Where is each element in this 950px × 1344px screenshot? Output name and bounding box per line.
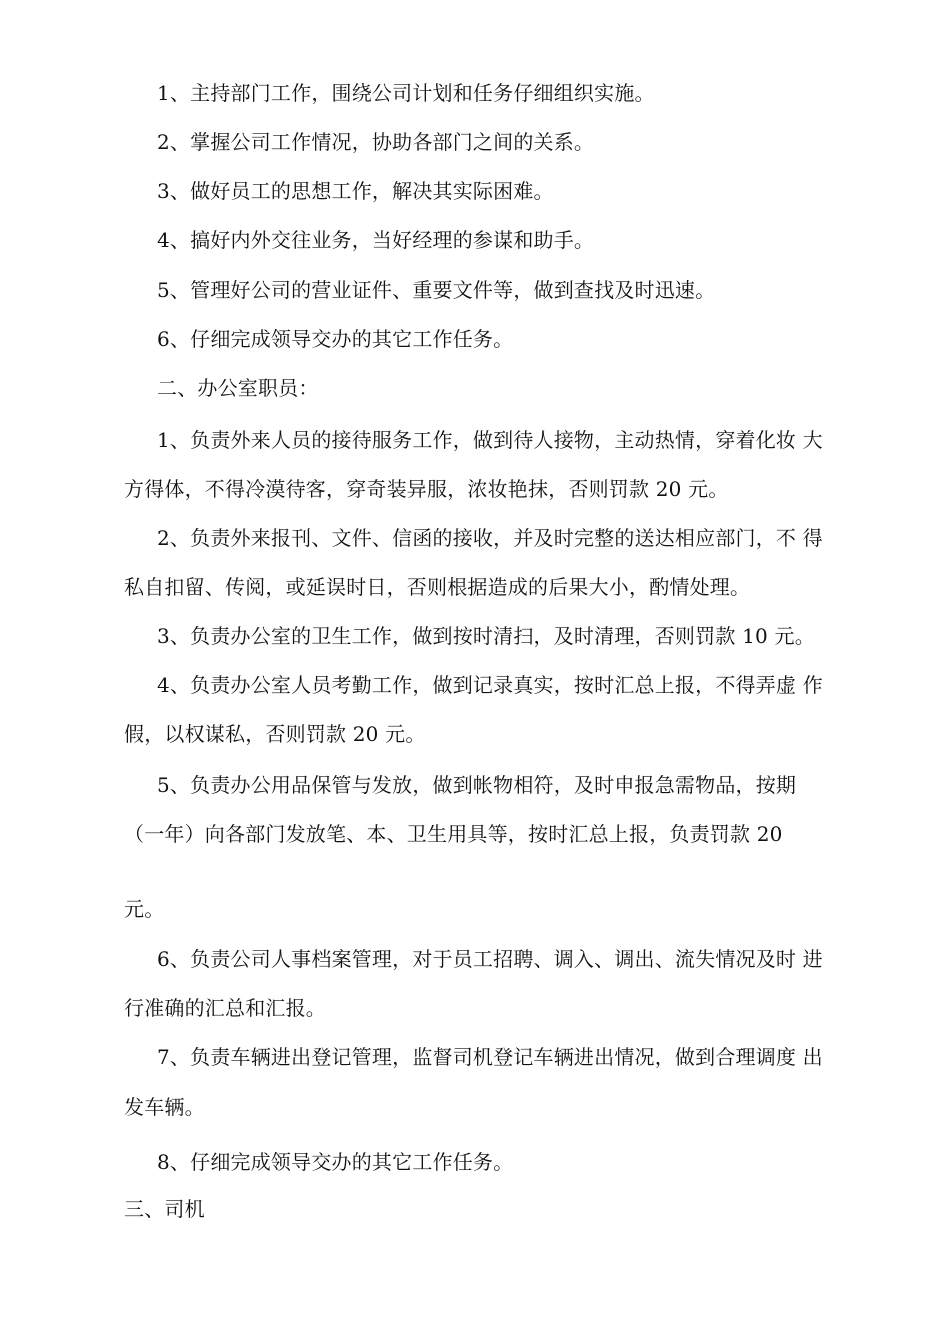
text-line: 6、负责公司人事档案管理，对于员工招聘、调入、调出、流失情况及时 进 [157, 947, 823, 971]
section-heading: 二、办公室职员： [157, 376, 319, 400]
text-line: 3、做好员工的思想工作，解决其实际困难。 [157, 179, 554, 203]
text-line: 7、负责车辆进出登记管理，监督司机登记车辆进出情况，做到合理调度 出 [157, 1045, 823, 1069]
text-line: 2、掌握公司工作情况，协助各部门之间的关系。 [157, 130, 595, 154]
text-line: 4、负责办公室人员考勤工作，做到记录真实，按时汇总上报，不得弄虚 作 [157, 673, 823, 697]
text-line: 1、负责外来人员的接待服务工作，做到待人接物，主动热情，穿着化妆 大 [157, 428, 823, 452]
text-line: （一年）向各部门发放笔、本、卫生用具等，按时汇总上报，负责罚款 20 [124, 822, 783, 846]
text-line: 8、仔细完成领导交办的其它工作任务。 [157, 1150, 514, 1174]
text-line: 假，以权谋私，否则罚款 20 元。 [124, 722, 426, 746]
text-line: 5、管理好公司的营业证件、重要文件等，做到查找及时迅速。 [157, 278, 716, 302]
text-line: 1、主持部门工作，围绕公司计划和任务仔细组织实施。 [157, 81, 655, 105]
text-line: 3、负责办公室的卫生工作，做到按时清扫，及时清理，否则罚款 10 元。 [157, 624, 815, 648]
text-line: 4、搞好内外交往业务，当好经理的参谋和助手。 [157, 228, 595, 252]
text-line: 行准确的汇总和汇报。 [124, 996, 326, 1020]
text-line: 元。 [124, 897, 165, 921]
text-line: 方得体，不得冷漠待客，穿奇装异服，浓妆艳抹，否则罚款 20 元。 [124, 477, 729, 501]
text-line: 私自扣留、传阅，或延误时日，否则根据造成的后果大小，酌情处理。 [124, 575, 751, 599]
text-line: 2、负责外来报刊、文件、信函的接收，并及时完整的送达相应部门，不 得 [157, 526, 823, 550]
text-line: 5、负责办公用品保管与发放，做到帐物相符，及时申报急需物品，按期 [157, 773, 797, 797]
text-line: 发车辆。 [124, 1095, 205, 1119]
section-heading: 三、司机 [124, 1197, 205, 1221]
text-line: 6、仔细完成领导交办的其它工作任务。 [157, 327, 514, 351]
